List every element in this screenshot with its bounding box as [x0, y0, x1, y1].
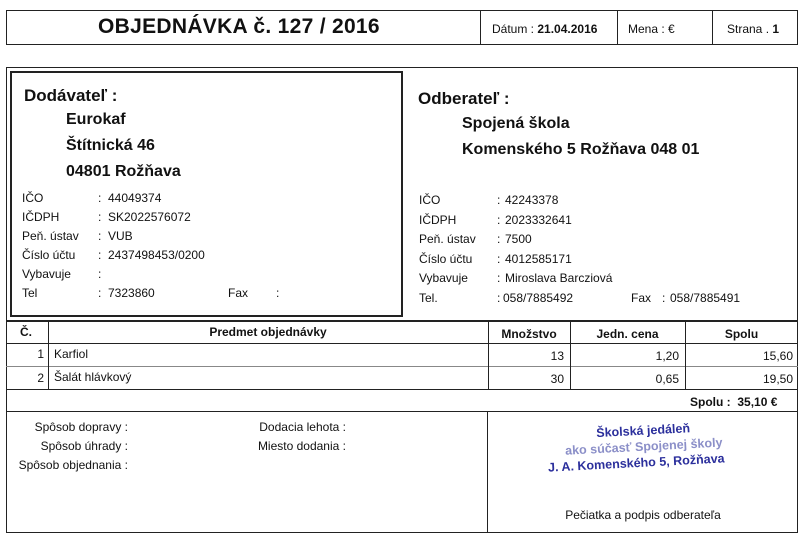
customer-row-tel: Tel. : 058/7885492 Fax : 058/7885491: [419, 290, 741, 305]
field-label: IČDPH: [22, 210, 60, 224]
payment-label: Spôsob úhrady :: [40, 439, 128, 453]
supplier-row-account: Číslo účtu : 2437498453/0200: [22, 248, 205, 262]
row-total: 15,60: [762, 349, 793, 363]
grand-total-label: Spolu :: [690, 395, 731, 409]
col-header-qty: Množstvo: [501, 327, 557, 341]
field-label: Číslo účtu: [419, 251, 473, 266]
customer-info: [419, 193, 789, 310]
field-label: IČO: [419, 193, 441, 207]
stamp-line: ako súčasť Spojenej školy: [564, 435, 723, 458]
order-method-label: Spôsob objednania :: [18, 458, 128, 472]
field-label: Peň. ústav: [22, 229, 79, 243]
col-header-no: Č.: [20, 325, 32, 339]
supplier-info: [22, 191, 392, 305]
row-total: 19,50: [762, 372, 793, 386]
header-divider: [617, 10, 618, 45]
table-total-line: [6, 411, 798, 412]
field-label: IČDPH: [419, 212, 457, 227]
table-header-line: [6, 343, 798, 344]
field-value: Miroslava Barcziová: [505, 271, 613, 285]
grand-total-value: 35,10 €: [737, 395, 778, 409]
row-qty: 30: [550, 372, 564, 386]
fax-label: Fax: [228, 286, 249, 300]
customer-address: Komenského 5 Rožňava 048 01: [462, 141, 700, 158]
page-field: Strana . 1: [727, 22, 780, 36]
supplier-row-tel: Tel : 7323860 Fax :: [22, 286, 280, 300]
field-value: SK2022576072: [108, 210, 191, 224]
signature-label: Pečiatka a podpis odberateľa: [565, 508, 721, 522]
row-unit-price: 0,65: [655, 372, 679, 386]
fax-label: Fax: [631, 290, 652, 305]
field-label: Tel.: [419, 290, 438, 305]
date-field: Dátum : 21.04.2016: [492, 22, 598, 36]
field-label: IČO: [22, 191, 44, 205]
currency-value: €: [668, 22, 675, 36]
customer-row-account: Číslo účtu : 4012585171: [419, 251, 572, 266]
document-title: OBJEDNÁVKA č. 127 / 2016: [98, 15, 380, 38]
row-unit-price: 1,20: [655, 349, 679, 363]
currency-field: Mena : €: [628, 22, 675, 36]
row-item-name: Karfiol: [54, 347, 89, 361]
customer-row-contact: Vybavuje : Miroslava Barcziová: [419, 271, 613, 285]
header-divider: [480, 10, 481, 45]
col-header-unit-price: Jedn. cena: [596, 327, 659, 341]
grand-total: [690, 395, 777, 409]
customer-row-bank: Peň. ústav : 7500: [419, 232, 532, 246]
table-row-line: [6, 366, 798, 367]
page-label: Strana: [727, 22, 763, 36]
row-qty: 13: [550, 349, 564, 363]
row-item-name: Šalát hlávkový: [54, 370, 132, 384]
page-value: 1: [772, 22, 780, 36]
supplier-row-contact: Vybavuje :: [22, 267, 102, 281]
customer-label: Odberateľ :: [418, 89, 510, 108]
header-divider: [712, 10, 713, 45]
row-no: 2: [37, 371, 44, 385]
supplier-row-ico: IČO : 44049374: [22, 191, 162, 205]
field-value: 2023332641: [505, 212, 572, 227]
stamp-line: Školská jedáleň: [595, 421, 691, 441]
customer-row-icdph: IČDPH : 2023332641: [419, 212, 572, 227]
date-value: 21.04.2016: [537, 22, 598, 36]
col-header-total: Spolu: [724, 327, 759, 341]
delivery-term-label: Dodacia lehota :: [259, 420, 346, 434]
fax-value: 058/7885491: [670, 290, 741, 305]
field-label: Vybavuje: [419, 271, 468, 285]
date-label: Dátum: [492, 22, 528, 36]
supplier-street: Štítnická 46: [66, 137, 155, 154]
customer-row-ico: IČO : 42243378: [419, 193, 559, 207]
field-label: Peň. ústav: [419, 232, 476, 246]
customer-name: Spojená škola: [462, 115, 570, 132]
col-header-subject: Predmet objednávky: [209, 325, 327, 339]
field-value: 42243378: [505, 193, 559, 207]
transport-label: Spôsob dopravy :: [34, 420, 128, 434]
field-label: Číslo účtu: [22, 248, 76, 262]
field-value: VUB: [108, 229, 133, 243]
field-value: 44049374: [108, 191, 162, 205]
table-body-end-line: [6, 389, 798, 390]
supplier-label: Dodávateľ :: [24, 86, 118, 105]
field-value: 058/7885492: [503, 290, 574, 305]
field-value: 4012585171: [505, 251, 572, 266]
supplier-row-icdph: IČDPH : SK2022576072: [22, 210, 191, 224]
field-value: 7500: [505, 232, 532, 246]
school-stamp: [547, 419, 725, 475]
field-value: 7323860: [108, 286, 155, 300]
supplier-row-bank: Peň. ústav : VUB: [22, 229, 133, 243]
field-label: Tel: [22, 286, 38, 300]
currency-label: Mena: [628, 22, 659, 36]
supplier-name: Eurokaf: [66, 111, 126, 128]
field-value: 2437498453/0200: [108, 248, 205, 262]
stamp-line: J. A. Komenského 5, Rožňava: [547, 451, 725, 475]
row-no: 1: [37, 347, 44, 361]
supplier-city: 04801 Rožňava: [66, 163, 181, 180]
delivery-place-label: Miesto dodania :: [257, 439, 346, 453]
field-label: Vybavuje: [22, 267, 71, 281]
